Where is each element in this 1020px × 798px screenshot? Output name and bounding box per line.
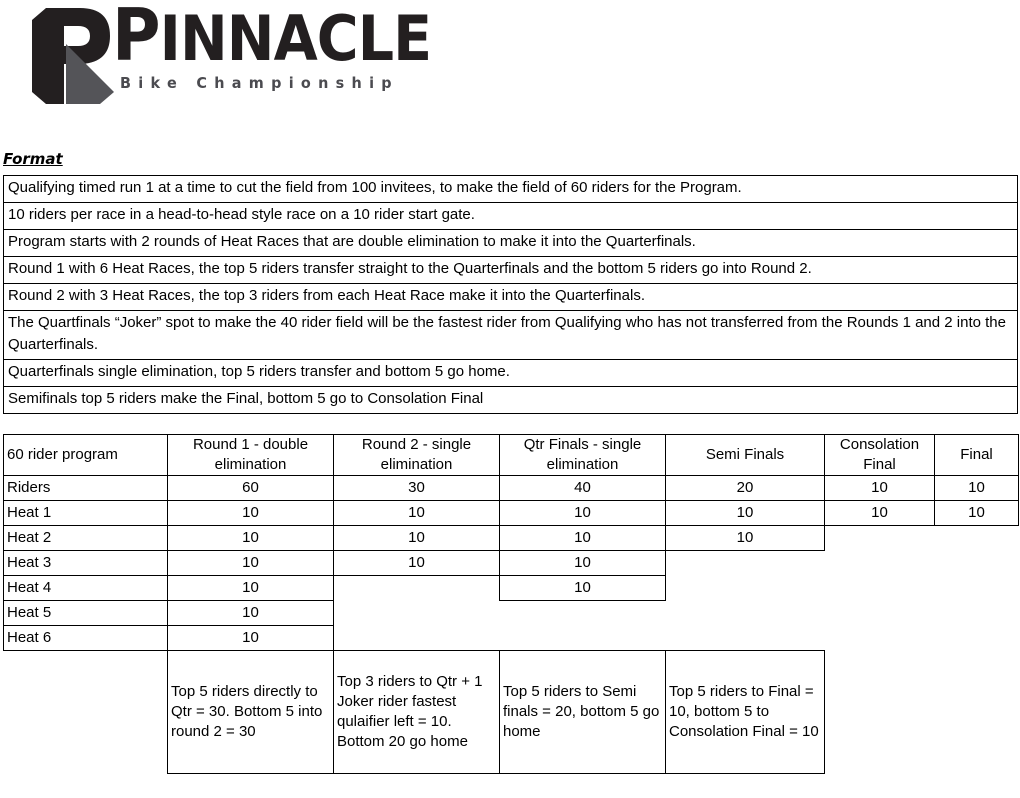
- logo-wordmark: [112, 0, 432, 77]
- format-row-5: The Quartfinals “Joker” spot to make the 40 rider field will be the fastest rider from Qualifying who has not transferred from the Rounds 1 and 2 into the Quarterfinals.: [4, 311, 1018, 360]
- cell-heat1-round-1: 10: [168, 501, 334, 526]
- cell-heat5-semi-finals: [666, 601, 825, 626]
- table-notes-row: [4, 651, 1019, 774]
- cell-heat2-consolation-final: [825, 526, 935, 551]
- column-header-round-1: Round 1 - double elimination: [168, 435, 334, 476]
- format-row-3: Round 1 with 6 Heat Races, the top 5 riders transfer straight to the Quarterfinals and the bottom 5 riders go into Round 2.: [4, 257, 1018, 284]
- cell-heat2-round-2: 10: [334, 526, 500, 551]
- table-row: [4, 601, 1019, 626]
- cell-heat3-round-2: 10: [334, 551, 500, 576]
- table-row: [4, 387, 1018, 414]
- notes-empty-cell: [4, 651, 168, 774]
- row-label: Heat 6: [4, 626, 168, 651]
- cell-heat1-qtr-finals: 10: [500, 501, 666, 526]
- table-row: [4, 311, 1018, 360]
- table-row: [4, 360, 1018, 387]
- format-row-7: Semifinals top 5 riders make the Final, bottom 5 go to Consolation Final: [4, 387, 1018, 414]
- program-schedule-table: [3, 434, 1019, 774]
- column-header-consolation-final: Consolation Final: [825, 435, 935, 476]
- cell-heat1-final: 10: [935, 501, 1019, 526]
- column-header-qtr-finals: Qtr Finals - single elimination: [500, 435, 666, 476]
- table-row: [4, 203, 1018, 230]
- table-header-row: [4, 435, 1019, 476]
- format-row-0: Qualifying timed run 1 at a time to cut the field from 100 invitees, to make the field of 60 riders for the Program.: [4, 176, 1018, 203]
- cell-heat6-consolation-final: [825, 626, 935, 651]
- cell-heat5-final: [935, 601, 1019, 626]
- cell-heat1-semi-finals: 10: [666, 501, 825, 526]
- cell-heat4-qtr-finals: 10: [500, 576, 666, 601]
- cell-riders-semi-finals: 20: [666, 476, 825, 501]
- cell-heat3-consolation-final: [825, 551, 935, 576]
- note-qtr-finals: Top 5 riders to Semi finals = 20, bottom 5 go home: [500, 651, 666, 774]
- table-row: [4, 230, 1018, 257]
- row-label: Heat 3: [4, 551, 168, 576]
- format-row-2: Program starts with 2 rounds of Heat Races that are double elimination to make it into the Quarterfinals.: [4, 230, 1018, 257]
- brand-logo: [0, 0, 520, 118]
- table-row: [4, 501, 1019, 526]
- cell-heat5-consolation-final: [825, 601, 935, 626]
- cell-heat3-qtr-finals: 10: [500, 551, 666, 576]
- row-label: Heat 1: [4, 501, 168, 526]
- cell-heat3-round-1: 10: [168, 551, 334, 576]
- cell-heat2-round-1: 10: [168, 526, 334, 551]
- cell-heat6-round-1: 10: [168, 626, 334, 651]
- cell-heat1-round-2: 10: [334, 501, 500, 526]
- notes-empty-final: [935, 651, 1019, 774]
- cell-heat3-semi-finals: [666, 551, 825, 576]
- pinnacle-p-monogram-icon: [18, 6, 118, 106]
- cell-heat6-qtr-finals: [500, 626, 666, 651]
- format-table: [3, 175, 1018, 414]
- table-row: [4, 176, 1018, 203]
- note-round-1: Top 5 riders directly to Qtr = 30. Bottom 5 into round 2 = 30: [168, 651, 334, 774]
- row-label: Heat 2: [4, 526, 168, 551]
- column-header-semi-finals: Semi Finals: [666, 435, 825, 476]
- format-row-1: 10 riders per race in a head-to-head style race on a 10 rider start gate.: [4, 203, 1018, 230]
- table-row: [4, 284, 1018, 311]
- cell-heat2-semi-finals: 10: [666, 526, 825, 551]
- cell-heat4-round-1: 10: [168, 576, 334, 601]
- column-header-round-2: Round 2 - single elimination: [334, 435, 500, 476]
- notes-empty-consolation: [825, 651, 935, 774]
- table-row: [4, 476, 1019, 501]
- cell-heat2-qtr-finals: 10: [500, 526, 666, 551]
- table-row: [4, 551, 1019, 576]
- row-label: Heat 4: [4, 576, 168, 601]
- cell-heat5-round-2: [334, 601, 500, 626]
- note-round-2: Top 3 riders to Qtr + 1 Joker rider fastest qulaifier left = 10. Bottom 20 go home: [334, 651, 500, 774]
- cell-heat6-semi-finals: [666, 626, 825, 651]
- format-heading: Format: [3, 150, 63, 168]
- format-row-4: Round 2 with 3 Heat Races, the top 3 riders from each Heat Race make it into the Quarterfinals.: [4, 284, 1018, 311]
- cell-riders-consolation-final: 10: [825, 476, 935, 501]
- cell-heat4-consolation-final: [825, 576, 935, 601]
- table-row: [4, 526, 1019, 551]
- cell-heat4-final: [935, 576, 1019, 601]
- column-header-final: Final: [935, 435, 1019, 476]
- format-row-6: Quarterfinals single elimination, top 5 riders transfer and bottom 5 go home.: [4, 360, 1018, 387]
- cell-heat4-round-2: [334, 576, 500, 601]
- table-row: [4, 576, 1019, 601]
- cell-heat6-final: [935, 626, 1019, 651]
- row-label: Riders: [4, 476, 168, 501]
- cell-heat2-final: [935, 526, 1019, 551]
- table-row: [4, 257, 1018, 284]
- cell-heat3-final: [935, 551, 1019, 576]
- logo-wordmark-lead: P: [112, 0, 160, 77]
- note-semi-finals: Top 5 riders to Final = 10, bottom 5 to Consolation Final = 10: [666, 651, 825, 774]
- logo-wordmark-rest: INNACLE: [159, 2, 432, 75]
- cell-heat5-round-1: 10: [168, 601, 334, 626]
- cell-riders-qtr-finals: 40: [500, 476, 666, 501]
- cell-riders-round-1: 60: [168, 476, 334, 501]
- cell-heat1-consolation-final: 10: [825, 501, 935, 526]
- cell-heat6-round-2: [334, 626, 500, 651]
- row-label: Heat 5: [4, 601, 168, 626]
- table-row: [4, 626, 1019, 651]
- cell-heat4-semi-finals: [666, 576, 825, 601]
- column-header-program: 60 rider program: [4, 435, 168, 476]
- logo-tagline: Bike Championship: [120, 74, 399, 92]
- cell-heat5-qtr-finals: [500, 601, 666, 626]
- cell-riders-final: 10: [935, 476, 1019, 501]
- cell-riders-round-2: 30: [334, 476, 500, 501]
